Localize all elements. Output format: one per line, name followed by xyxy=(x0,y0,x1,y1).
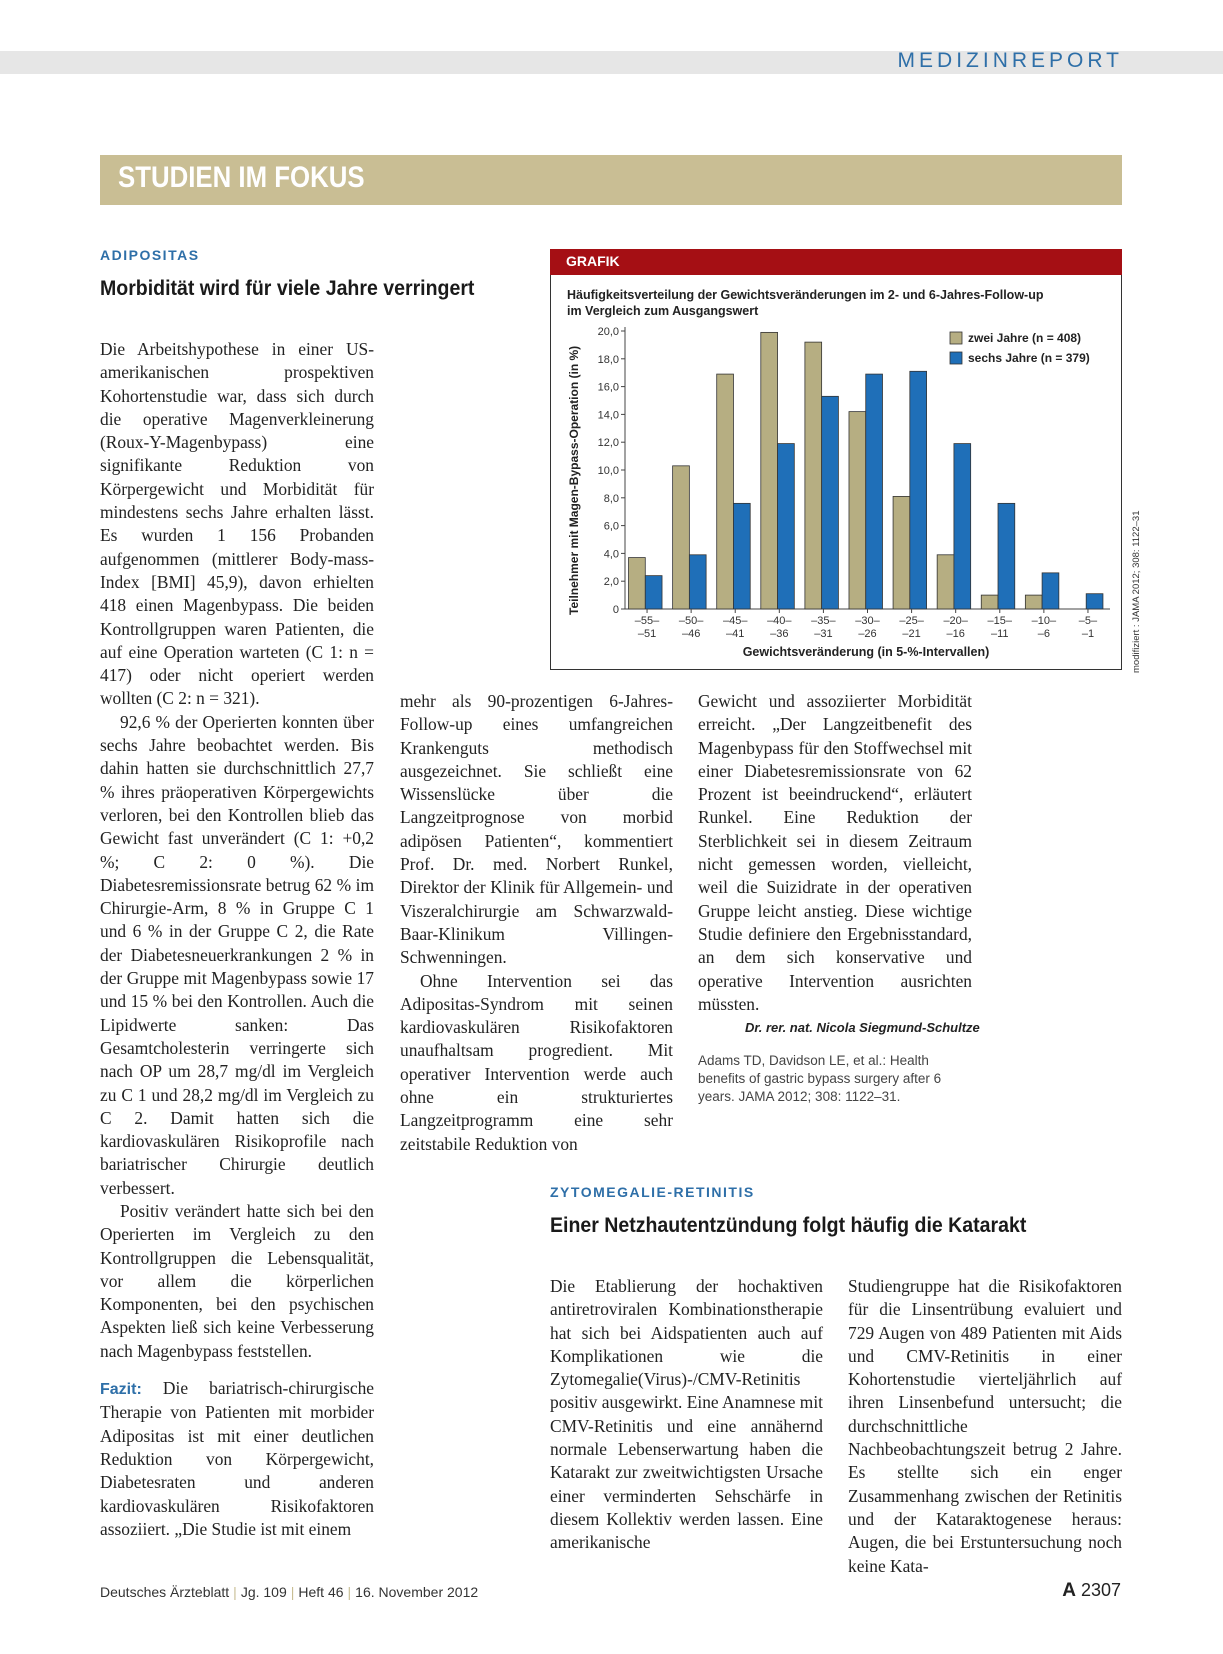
y-tick-label: 8,0 xyxy=(603,492,619,505)
article2-headline: Einer Netzhautentzündung folgt häufig die Katarakt xyxy=(550,1214,1027,1237)
bar xyxy=(1042,573,1059,609)
x-tick-label: –50– xyxy=(678,615,704,627)
article1-column-2 xyxy=(400,690,673,1156)
x-tick-label: –35– xyxy=(811,615,836,627)
bar xyxy=(822,396,839,609)
legend-swatch xyxy=(950,332,962,344)
chart-legend xyxy=(950,331,1090,365)
x-tick-label: –5– xyxy=(1078,615,1098,627)
article2-kicker: ZYTOMEGALIE-RETINITIS xyxy=(550,1184,755,1200)
article1-headline: Morbidität wird für viele Jahre verringert xyxy=(100,277,475,300)
footer-issue: Heft 46 xyxy=(298,1584,344,1600)
bar xyxy=(998,503,1015,609)
x-tick-label: –6 xyxy=(1037,628,1050,640)
bar xyxy=(645,576,662,609)
y-tick-label: 16,0 xyxy=(597,381,619,394)
bar xyxy=(778,444,795,609)
section-band-title: STUDIEN IM FOKUS xyxy=(118,161,365,194)
article1-column-3 xyxy=(698,690,972,1016)
x-tick-label: –31 xyxy=(814,628,833,640)
x-tick-label: –15– xyxy=(987,615,1013,627)
page-number xyxy=(1062,1580,1121,1602)
paragraph: Gewicht und assoziierter Morbidität erreicht. „Der Langzeitbenefit des Magenbypass für den Stoffwechsel mit einer Diabetesremissionsrate von 62 Prozent ist beeindruckend“, erläutert Runkel. Eine Reduktion der Sterblichkeit sei in diesem Zeitraum nicht gemessen worden, vielleicht, weil die Suizidrate in der operativen Gruppe leicht anstieg. Diese wichtige Studie definiere den Ergebnisstandard, an dem sich konservative und operative Intervention ausrichten müssten. xyxy=(698,691,972,1014)
fazit-paragraph xyxy=(100,1377,374,1541)
plot-area xyxy=(598,326,1110,640)
y-tick-label: 12,0 xyxy=(597,437,619,450)
footer-date: 16. November 2012 xyxy=(355,1584,479,1600)
bar xyxy=(733,503,750,609)
paragraph: Die Etablierung der hochaktiven antiretroviralen Kombinationstherapie hat sich bei Aidspatienten auch auf Komplikationen wie die Zytomegalie(Virus)-/CMV-Retinitis positiv ausgewirkt. Eine Anamnese mit CMV-Retinitis und eine annähernd normale Lebenserwartung haben die Katarakt zur zweitwichtigsten Ursache einer verminderten Sehschärfe in diesem Kollektiv werden lassen. Eine amerikanische xyxy=(550,1276,823,1553)
bar xyxy=(761,332,778,609)
paragraph: Positiv verändert hatte sich bei den Operierten im Vergleich zu den Kontrollgruppen die Lebensqualität, vor allem die körperlichen Komponenten, bei den psychischen Aspekten ließ sich keine Verbesserung nach Magenbypass feststellen. xyxy=(100,1200,374,1361)
x-tick-label: –11 xyxy=(990,628,1009,640)
page-number-value: 2307 xyxy=(1080,1580,1121,1600)
x-tick-label: –26 xyxy=(858,628,877,640)
paragraph: Die Arbeitshypothese in einer US-amerikanischen prospektiven Kohortenstudie war, dass sich durch die operative Magenverkleinerung (Roux-Y-Magenbypass) eine signifikante Reduktion von Körpergewicht und Morbidität für mindestens sechs Jahre erhalten lässt. Es wurden 1 156 Probanden aufgenommen (mittlerer Body-mass-Index [BMI] 45,9), davon erhielten 418 einen Magenbypass. Die beiden Kontrollgruppen waren Patienten, die auf eine Operation warteten (C 1: n = 417) oder nicht operiert werden wollten (C 2: n = 321). xyxy=(100,339,374,709)
paragraph: mehr als 90-prozentigen 6-Jahres-Follow-up eines umfangreichen Krankenguts methodisch ausgezeichnet. Sie schließt eine Wissenslücke über die Langzeitprognose von morbid adipösen Patienten“, kommentiert Prof. Dr. med. Norbert Runkel, Direktor der Klinik für Allgemein- und Viszeralchirurgie am Schwarzwald-Baar-Klinikum Villingen-Schwenningen. xyxy=(400,691,673,968)
chart-title-line-2: im Vergleich zum Ausgangswert xyxy=(567,304,759,318)
page-prefix: A xyxy=(1062,1580,1076,1601)
bar xyxy=(866,374,883,609)
chart-header xyxy=(550,249,1122,275)
bar xyxy=(629,558,646,609)
y-tick-label: 10,0 xyxy=(597,465,619,477)
y-tick-label: 20,0 xyxy=(597,326,619,338)
y-tick-label: 4,0 xyxy=(603,548,619,561)
article2-column-2 xyxy=(848,1275,1122,1578)
y-tick-label: 2,0 xyxy=(603,576,619,589)
chart-header-label: GRAFIK xyxy=(566,253,620,269)
article1-kicker: ADIPOSITAS xyxy=(100,247,200,263)
bar xyxy=(981,595,998,609)
chart-source-text: modifiziert : JAMA 2012; 308: 1122–31 xyxy=(1131,510,1142,673)
section-band xyxy=(100,155,1122,205)
x-tick-label: –10– xyxy=(1031,615,1057,627)
x-tick-label: –25– xyxy=(899,615,924,627)
article2-column-1 xyxy=(550,1275,823,1555)
x-tick-label: –20– xyxy=(943,615,968,627)
legend-label: zwei Jahre (n = 408) xyxy=(968,331,1082,345)
chart-source xyxy=(1131,510,1145,873)
y-tick-label: 0 xyxy=(612,604,619,616)
paragraph: Ohne Intervention sei das Adipositas-Syndrom mit seinen kardiovaskulären Risikofaktoren unaufhaltsam progredient. Mit operativer Intervention werde auch ohne ein strukturiertes Langzeitprogramm eine sehr zeitstabile Reduktion von xyxy=(400,970,673,1154)
bar xyxy=(805,342,822,609)
article1-column-1 xyxy=(100,338,374,1541)
y-tick-label: 6,0 xyxy=(603,520,619,533)
footer-volume: Jg. 109 xyxy=(240,1584,287,1600)
bar xyxy=(1025,595,1042,609)
paragraph: Studiengruppe hat die Risikofaktoren für die Linsentrübung evaluiert und 729 Augen von 489 Patienten mit Aids und CMV-Retinitis in einer Kohortenstudie vierteljährlich auf ihren Linsenbefund untersucht; die durchschnittliche Nachbeobachtungszeit betrug 2 Jahre. Es stellte sich ein enger Zusammenhang zwischen der Retinitis und der Kataraktogenese heraus: Augen, die bei Erstuntersuchung noch keine Kata- xyxy=(848,1276,1122,1576)
legend-label: sechs Jahre (n = 379) xyxy=(968,351,1090,365)
bar xyxy=(937,555,954,609)
x-tick-label: –16 xyxy=(946,628,965,640)
article1-signature: Dr. rer. nat. Nicola Siegmund-Schultze xyxy=(745,1020,980,1035)
x-tick-label: –46 xyxy=(681,628,701,640)
bar xyxy=(717,374,734,609)
section-label: MEDIZINREPORT xyxy=(897,49,1123,72)
x-tick-label: –55– xyxy=(634,615,660,627)
article1-reference: Adams TD, Davidson LE, et al.: Health benefits of gastric bypass surgery after 6 years. JAMA 2012; 308: 1122–31. xyxy=(698,1053,942,1104)
bar xyxy=(689,555,706,609)
bar xyxy=(849,412,866,609)
fazit-text: Die bariatrisch-chirurgische Therapie von Patienten mit morbider Adipositas ist mit einer deutlichen Reduktion von Körpergewicht, Diabetesraten und anderen kardiovaskulären Risikofaktoren assoziiert. „Die Studie ist mit einem xyxy=(100,1378,374,1539)
footer-journal: Deutsches Ärzteblatt xyxy=(100,1584,230,1600)
x-tick-label: –30– xyxy=(855,615,880,627)
x-tick-label: –1 xyxy=(1081,628,1095,640)
x-tick-label: –21 xyxy=(902,628,921,640)
x-tick-label: –45– xyxy=(722,615,748,627)
bar xyxy=(954,444,971,609)
bar xyxy=(673,466,690,609)
y-axis-label: Teilnehmer mit Magen-Bypass-Operation (in %) xyxy=(567,345,581,615)
y-tick-label: 14,0 xyxy=(597,409,619,422)
bar xyxy=(1086,594,1103,609)
x-tick-label: –36 xyxy=(770,628,789,640)
y-tick-label: 18,0 xyxy=(597,353,619,366)
fazit-label: Fazit: xyxy=(100,1381,142,1399)
x-tick-label: –41 xyxy=(726,628,745,640)
bar xyxy=(910,371,927,609)
bar-chart xyxy=(550,275,1122,669)
x-tick-label: –51 xyxy=(637,628,657,640)
footer: Deutsches Ärzteblatt | Jg. 109 | Heft 46 | 16. November 2012 xyxy=(100,1584,479,1600)
x-tick-label: –40– xyxy=(767,615,792,627)
bar xyxy=(893,496,910,609)
paragraph: 92,6 % der Operierten konnten über sechs Jahre beobachtet werden. Bis dahin hatten sie durchschnittlich 27,7 % ihres präoperativen Körpergewichts verloren, bei den Kontrollen blieb das Gewicht fast unverändert (C 1: +0,2 %; C 2: 0 %). Die Diabetesremissionsrate betrug 62 % im Chirurgie-Arm, 8 % in Gruppe C 1 und 6 % in der Gruppe C 2, die Rate der Diabetesneuerkrankungen 2 % in der Gruppe mit Magenbypass sowie 17 und 15 % bei den Kontrollen. Auch die Lipidwerte sanken: Das Gesamtcholesterin verringerte sich nach OP um 28,7 mg/dl im Vergleich zu C 1 und 28,2 mg/dl im Vergleich zu C 2. Damit hatten sich die kardiovaskulären Risikoprofile nach bariatrischer Chirurgie deutlich verbessert. xyxy=(100,711,374,1198)
legend-swatch xyxy=(950,352,962,364)
chart-title-line-1: Häufigkeitsverteilung der Gewichtsveränderungen im 2- und 6-Jahres-Follow-up xyxy=(567,288,1044,302)
x-axis-label: Gewichtsveränderung (in 5-%-Intervallen) xyxy=(742,645,990,659)
